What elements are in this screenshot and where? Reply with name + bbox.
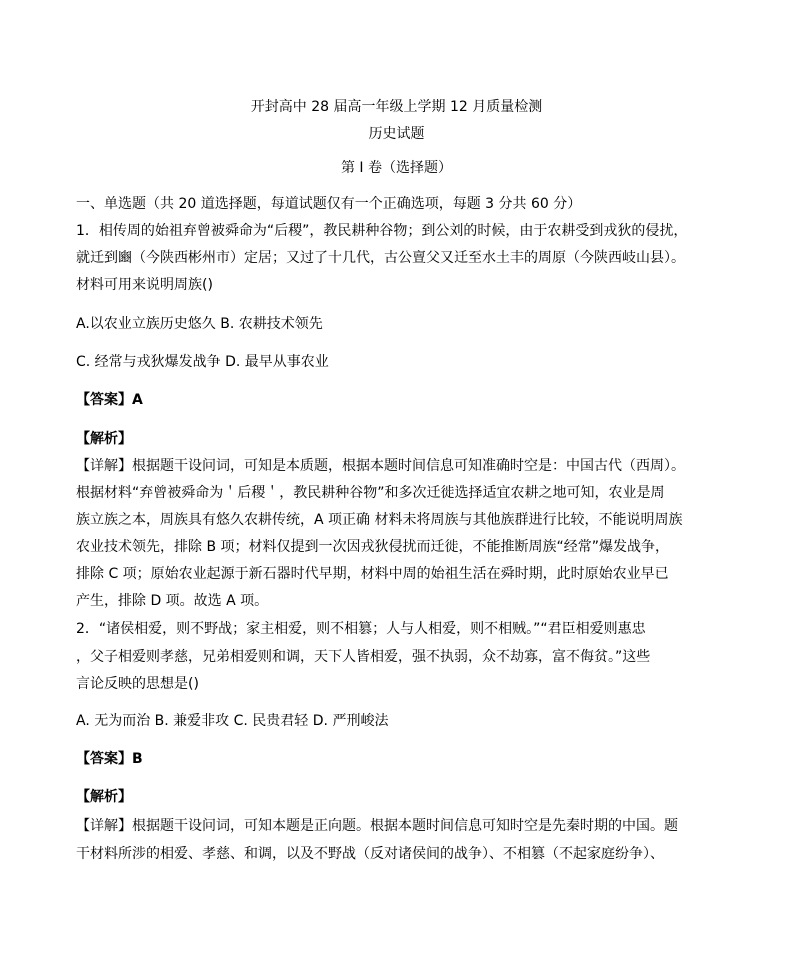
q2-stem-line: 2．“诸侯相爱，则不野战；家主相爱，则不相篡；人与人相爱，则不相贼。”“君臣相爱则惠忠 <box>76 621 646 637</box>
q1-analysis-line: 【详解】根据题干设问词，可知是本质题，根据本题时间信息可知准确时空是：中国古代（西周）。 <box>76 458 685 474</box>
q1-options-line: A.以农业立族历史悠久 B. 农耕技术领先 <box>76 316 323 332</box>
q1-answer: 【答案】A <box>76 392 143 408</box>
q2-analysis-label: 【解析】 <box>76 789 132 805</box>
q1-analysis-line: 根据材料“弃曾被舜命为＇后稷＇，教民耕种谷物”和多次迁徙选择适宜农耕之地可知，农业是周 <box>76 485 665 501</box>
q2-stem-line: 言论反映的思想是() <box>76 676 199 692</box>
exam-title: 开封高中 28 届高一年级上学期 12 月质量检测 <box>250 99 543 115</box>
q1-analysis-line: 农业技术领先，排除 B 项；材料仅提到一次因戎狄侵扰而迁徙，不能推断周族“经常”爆发战争， <box>76 539 670 555</box>
q1-stem-line: 1．相传周的始祖弃曾被舜命为“后稷”，教民耕种谷物；到公刘的时候，由于农耕受到戎狄的侵扰， <box>76 223 688 239</box>
q2-stem-line: ，父子相爱则孝慈，兄弟相爱则和调，天下人皆相爱，强不执弱，众不劫寡，富不侮贫。”这些 <box>76 649 651 665</box>
q1-stem-line: 材料可用来说明周族() <box>76 277 213 293</box>
q1-analysis-line: 排除 C 项；原始农业起源于新石器时代早期，材料中周的始祖生活在舜时期，此时原始农业早已 <box>76 566 669 582</box>
q1-analysis-label: 【解析】 <box>76 431 132 447</box>
q1-analysis-line: 族立族之本，周族具有悠久农耕传统，A 项正确 材料未将周族与其他族群进行比较，不能说明周族 <box>76 512 683 528</box>
q1-options-line: C. 经常与戎狄爆发战争 D. 最早从事农业 <box>76 354 329 370</box>
q2-analysis-line: 【详解】根据题干设问词，可知本题是正向题。根据本题时间信息可知时空是先秦时期的中国。题 <box>76 818 678 834</box>
q1-analysis-line: 产生，排除 D 项。故选 A 项。 <box>76 593 269 609</box>
volume-title: 第 I 卷（选择题） <box>340 160 453 176</box>
q2-analysis-line: 干材料所涉的相爱、孝慈、和调，以及不野战（反对诸侯间的战争）、不相篡（不起家庭纷争）、 <box>76 846 664 862</box>
exam-subject: 历史试题 <box>368 126 425 142</box>
q2-answer: 【答案】B <box>76 751 143 767</box>
section-heading: 一、单选题（共 20 道选择题，每道试题仅有一个正确选项，每题 3 分共 60 分） <box>76 196 582 212</box>
q1-stem-line: 就迁到豳（今陕西彬州市）定居；又过了十几代，古公亶父又迁至水土丰的周原（今陕西岐山县）。 <box>76 250 685 266</box>
q2-options-line: A. 无为而治 B. 兼爱非攻 C. 民贵君轻 D. 严刑峻法 <box>76 713 389 729</box>
